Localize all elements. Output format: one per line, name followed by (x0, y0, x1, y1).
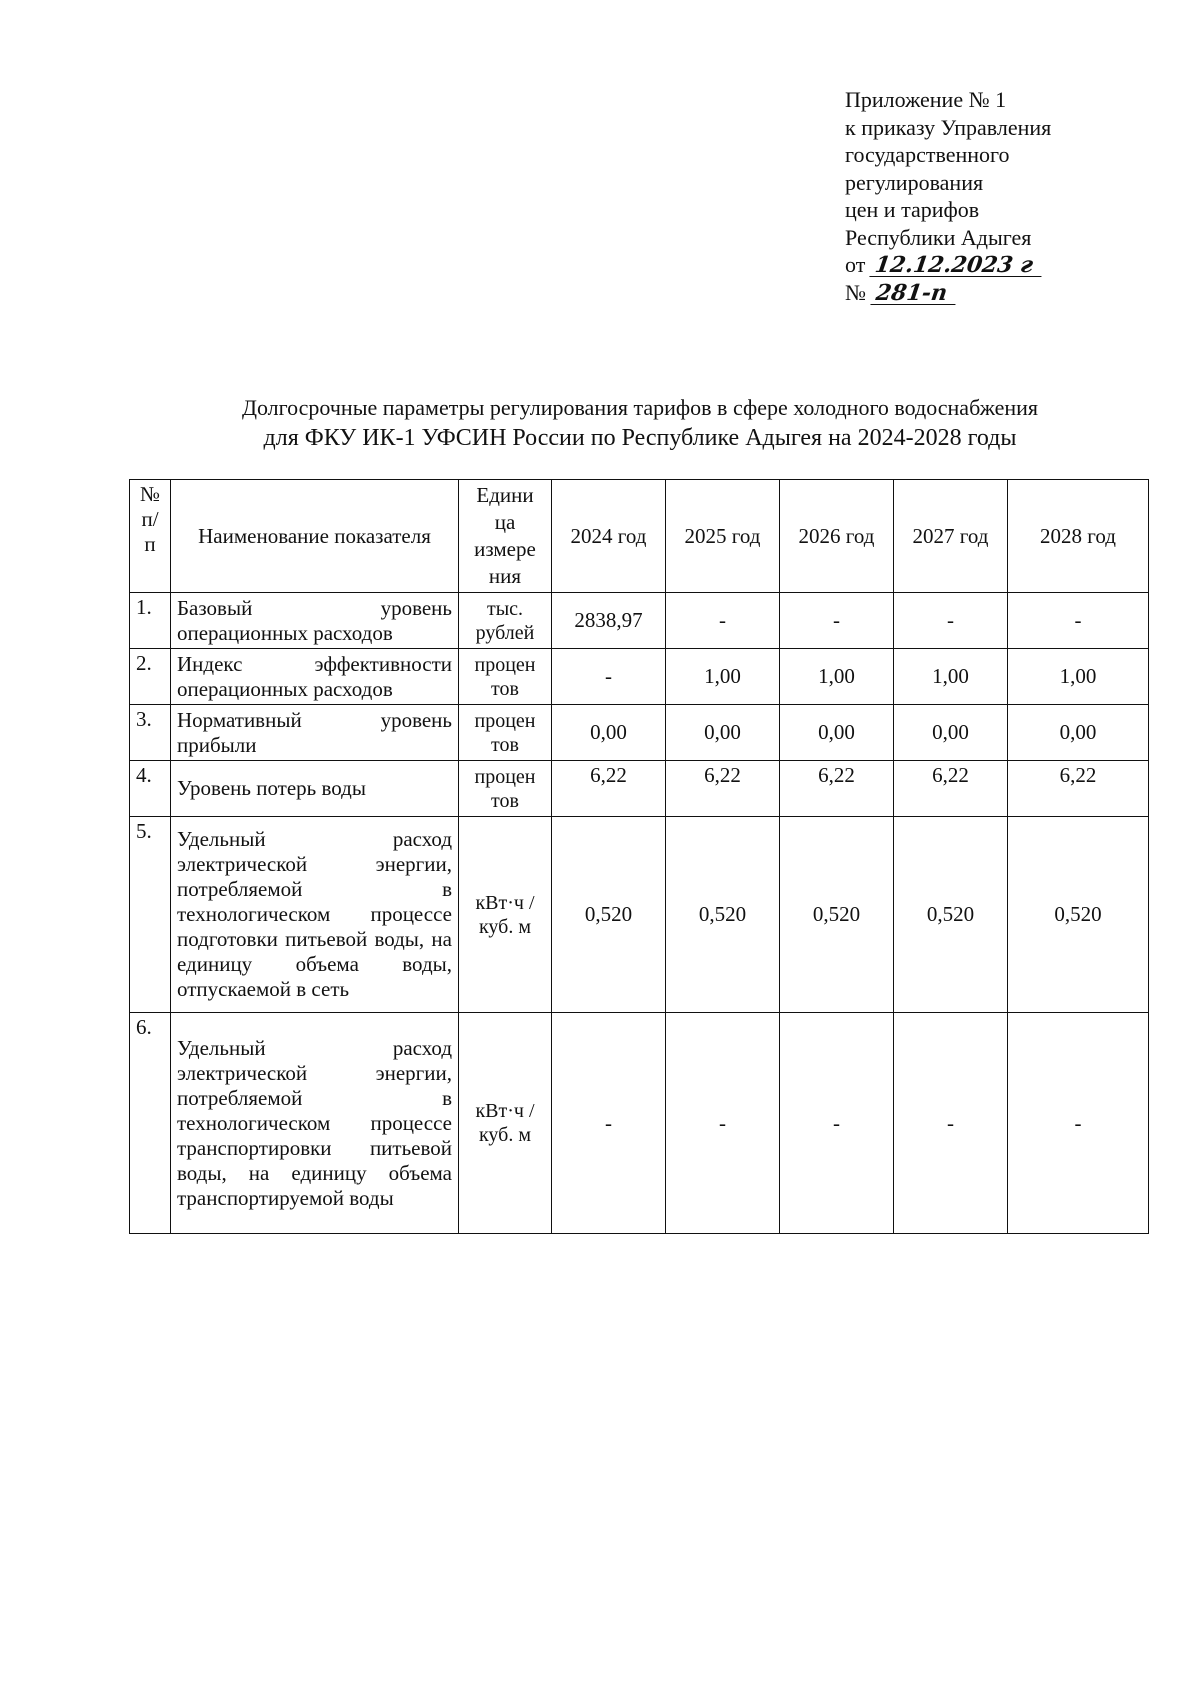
row-name: Индекс эффективности операционных расходов (171, 649, 459, 705)
row-value: 1,00 (894, 649, 1008, 705)
title-line-2: для ФКУ ИК-1 УФСИН России по Республике Адыгея на 2024-2028 годы (263, 425, 1017, 451)
header-num: № п/ п (130, 480, 171, 593)
handwritten-date: 12.12.2023 г (869, 254, 1044, 277)
row-value: - (552, 1013, 666, 1234)
row-value: 6,22 (666, 761, 780, 817)
row-value: - (552, 649, 666, 705)
document-title (130, 393, 1150, 453)
row-value: 0,520 (552, 817, 666, 1013)
row-value: - (1008, 1013, 1149, 1234)
row-num: 1. (130, 593, 171, 649)
row-unit: кВт·ч / куб. м (459, 1013, 552, 1234)
row-value: - (780, 1013, 894, 1234)
row-unit: процен тов (459, 649, 552, 705)
row-name: Удельный расход электрической энергии, потребляемой в технологическом процессе подготовки питьевой воды, на единицу объема воды, отпускаемой в сеть (171, 817, 459, 1013)
table-row (130, 593, 1149, 649)
row-value: - (894, 593, 1008, 649)
appendix-block (845, 86, 1175, 306)
row-name: Базовый уровень операционных расходов (171, 593, 459, 649)
row-value: 0,00 (666, 705, 780, 761)
appendix-line: Республики Адыгея (845, 224, 1032, 250)
row-value: 2838,97 (552, 593, 666, 649)
row-value: 0,520 (1008, 817, 1149, 1013)
table-row (130, 817, 1149, 1013)
row-value: 0,00 (552, 705, 666, 761)
header-year: 2027 год (894, 480, 1008, 593)
row-value: - (1008, 593, 1149, 649)
row-num: 4. (130, 761, 171, 817)
table-row (130, 761, 1149, 817)
row-value: - (780, 593, 894, 649)
number-prefix: № (845, 279, 866, 305)
row-name: Удельный расход электрической энергии, потребляемой в технологическом процессе транспортировки питьевой воды, на единицу объема транспортируемой воды (171, 1013, 459, 1234)
row-value: - (894, 1013, 1008, 1234)
appendix-line: цен и тарифов (845, 197, 980, 222)
row-value: 1,00 (1008, 649, 1149, 705)
row-num: 2. (130, 649, 171, 705)
row-unit: кВт·ч / куб. м (459, 817, 552, 1013)
table-row (130, 649, 1149, 705)
row-name: Уровень потерь воды (171, 761, 459, 817)
appendix-line: государственного (845, 142, 1010, 167)
row-value: 0,520 (894, 817, 1008, 1013)
row-value: 0,00 (894, 705, 1008, 761)
row-value: 6,22 (780, 761, 894, 817)
row-name: Нормативный уровень прибыли (171, 705, 459, 761)
row-unit: процен тов (459, 761, 552, 817)
header-unit: Едини ца измере ния (459, 480, 552, 593)
row-num: 5. (130, 817, 171, 1013)
header-year: 2028 год (1008, 480, 1149, 593)
table-row (130, 705, 1149, 761)
parameters-table (129, 479, 1149, 1234)
appendix-line: к приказу Управления (845, 114, 1052, 140)
row-value: 0,520 (780, 817, 894, 1013)
row-num: 3. (130, 705, 171, 761)
row-value: 6,22 (1008, 761, 1149, 817)
appendix-line: Приложение № 1 (845, 87, 1007, 112)
row-value: 0,520 (666, 817, 780, 1013)
table-row (130, 1013, 1149, 1234)
row-unit: процен тов (459, 705, 552, 761)
row-value: 0,00 (780, 705, 894, 761)
date-prefix: от (845, 252, 866, 277)
row-value: 1,00 (780, 649, 894, 705)
row-value: 1,00 (666, 649, 780, 705)
row-value: - (666, 1013, 780, 1234)
row-value: - (666, 593, 780, 649)
appendix-line: регулирования (845, 169, 984, 195)
handwritten-number: 281-п (870, 282, 958, 305)
row-value: 0,00 (1008, 705, 1149, 761)
row-value: 6,22 (552, 761, 666, 817)
row-value: 6,22 (894, 761, 1008, 817)
table-header-row (130, 480, 1149, 593)
title-line-1: Долгосрочные параметры регулирования тарифов в сфере холодного водоснабжения (241, 395, 1039, 420)
header-name: Наименование показателя (171, 480, 459, 593)
row-num: 6. (130, 1013, 171, 1234)
appendix-date (845, 251, 1175, 279)
header-year: 2026 год (780, 480, 894, 593)
header-year: 2025 год (666, 480, 780, 593)
appendix-number (845, 279, 1175, 307)
row-unit: тыс. рублей (459, 593, 552, 649)
header-year: 2024 год (552, 480, 666, 593)
